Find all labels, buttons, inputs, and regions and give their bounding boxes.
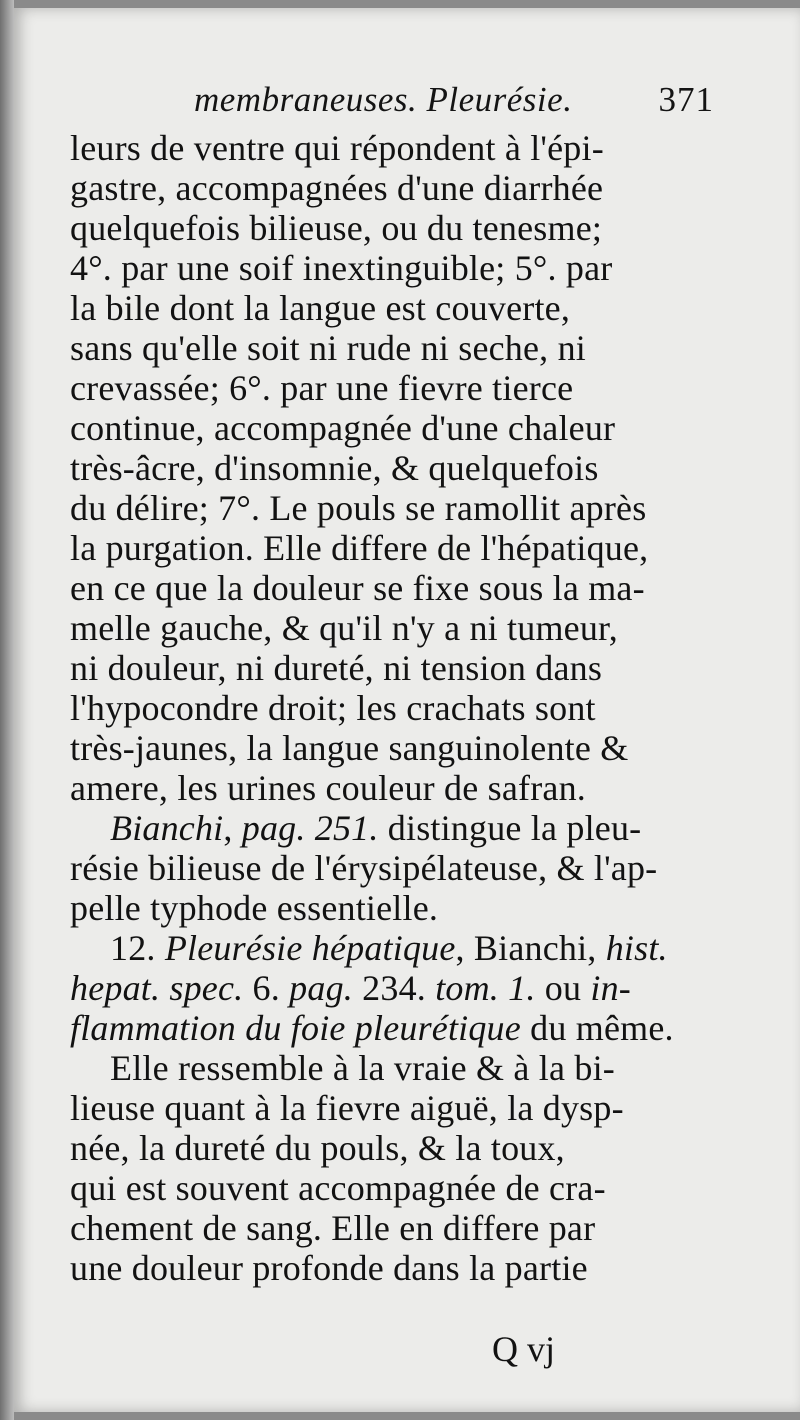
text-line: sans qu'elle soit ni rude ni seche, ni: [70, 328, 586, 368]
scan-edge: [0, 0, 14, 1420]
text-line: lieuse quant à la fievre aiguë, la dysp-: [70, 1088, 624, 1128]
text-line: la purgation. Elle differe de l'hépatique,: [70, 528, 649, 568]
text-line: Elle ressemble à la vraie & à la bi-: [110, 1048, 615, 1088]
text-line: crevassée; 6°. par une fievre tierce: [70, 368, 574, 408]
text-line: 12. Pleurésie hépatique, Bianchi, hist.: [110, 928, 668, 968]
text-line: née, la dureté du pouls, & la toux,: [70, 1128, 565, 1168]
text-line: très-âcre, d'insomnie, & quelquefois: [70, 448, 599, 488]
text-line: Bianchi, pag. 251. distingue la pleu-: [110, 808, 642, 848]
text-line: du délire; 7°. Le pouls se ramollit après: [70, 488, 647, 528]
text-line: quelquefois bilieuse, ou du tenesme;: [70, 208, 603, 248]
text-line: ni douleur, ni dureté, ni tension dans: [70, 648, 603, 688]
text-line: pelle typhode essentielle.: [70, 888, 439, 928]
text-line: très-jaunes, la langue sanguinolente &: [70, 728, 629, 768]
text-line: 4°. par une soif inextinguible; 5°. par: [70, 248, 613, 288]
text-line: hepat. spec. 6. pag. 234. tom. 1. ou in-: [70, 968, 631, 1008]
text-line: résie bilieuse de l'érysipélateuse, & l'ap-: [70, 848, 658, 888]
text-line: une douleur profonde dans la partie: [70, 1248, 588, 1288]
page-number: 371: [658, 80, 714, 119]
text-line: gastre, accompagnées d'une diarrhée: [70, 168, 604, 208]
text-line: en ce que la douleur se fixe sous la ma-: [70, 568, 645, 608]
page-header: [194, 80, 714, 130]
text-line: chement de sang. Elle en differe par: [70, 1208, 596, 1248]
text-line: l'hypocondre droit; les crachats sont: [70, 688, 596, 728]
signature-mark: Q vj: [492, 1329, 555, 1369]
text-line: leurs de ventre qui répondent à l'épi-: [70, 128, 604, 168]
text-line: continue, accompagnée d'une chaleur: [70, 408, 616, 448]
text-line: melle gauche, & qu'il n'y a ni tumeur,: [70, 608, 618, 648]
text-line: amere, les urines couleur de safran.: [70, 768, 586, 808]
text-line: la bile dont la langue est couverte,: [70, 288, 571, 328]
running-title: membraneuses. Pleurésie.: [194, 80, 573, 119]
text-line: qui est souvent accompagnée de cra-: [70, 1168, 606, 1208]
text-line: flammation du foie pleurétique du même.: [70, 1008, 674, 1048]
